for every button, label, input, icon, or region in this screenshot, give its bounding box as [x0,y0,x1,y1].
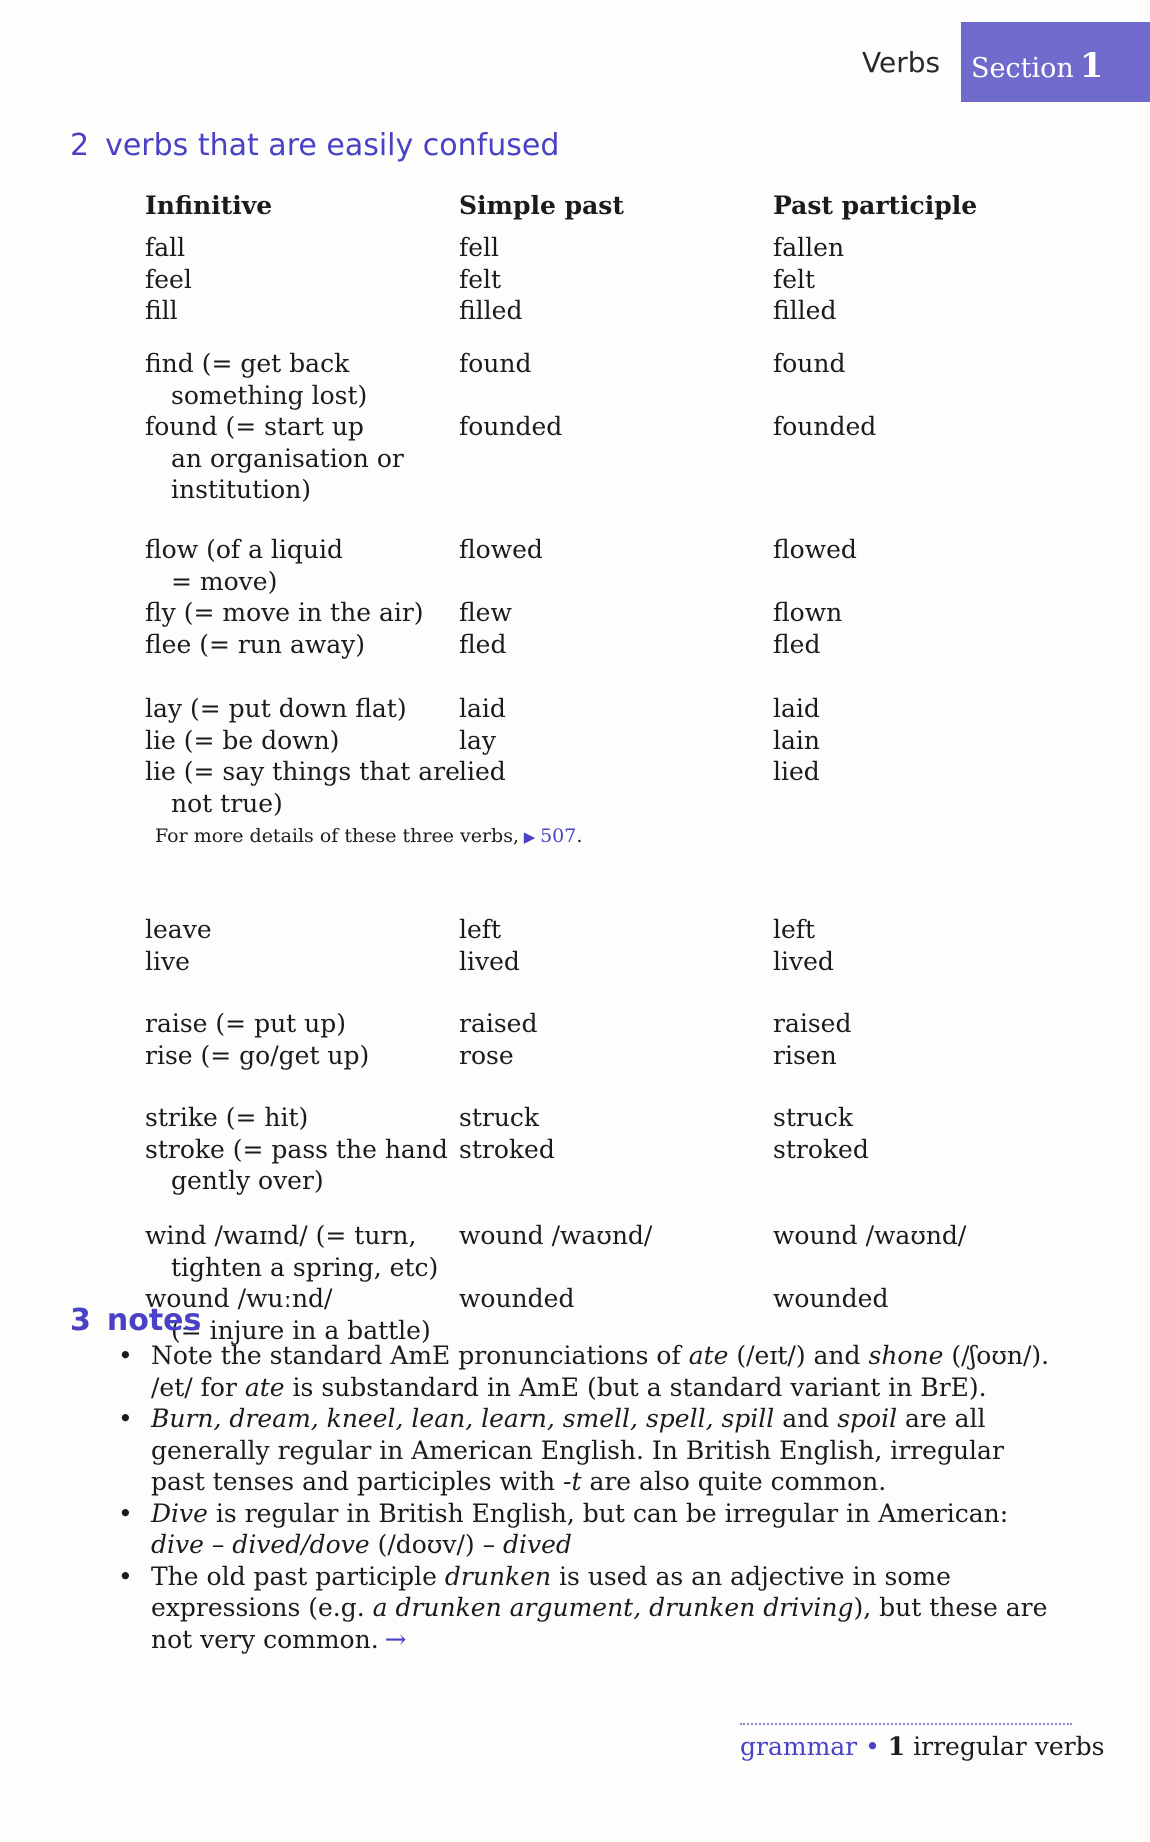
past-participle-cell: stroked [773,1134,869,1164]
column-header: Past participle [773,191,978,220]
verb-row [145,1165,1045,1197]
verb-row [145,295,1045,327]
note-text: are also quite common. [581,1467,887,1496]
simple-past-cell: founded [459,412,563,441]
past-participle-cell: laid [773,694,820,723]
infinitive-cell: lie (= say things that are [145,757,460,786]
verb-row [145,756,1045,788]
past-participle-cell: lied [773,757,820,786]
past-participle-cell: wounded [773,1284,889,1313]
past-participle-cell: left [773,915,816,944]
note-item [118,1403,1058,1498]
verb-group [145,693,1045,847]
notes-list [118,1340,1058,1656]
note-text: (/eɪt/) and [728,1341,869,1370]
note-example-text: spoil [837,1404,898,1433]
bullet-icon: • [118,1341,133,1370]
section-2-number: 2 [70,128,90,163]
simple-past-cell: stroked [459,1134,555,1164]
past-participle-cell: fled [773,629,821,659]
past-participle-cell: filled [773,296,837,325]
infinitive-cell: tighten a spring, etc) [171,1252,439,1282]
note-text: The old past participle [151,1561,445,1591]
note-example-text: -t [563,1467,582,1496]
verb-row [145,914,1045,946]
verb-row [145,443,1045,475]
past-participle-cell: founded [773,412,877,441]
infinitive-cell: found (= start up [145,412,364,441]
note-example-text: ate [688,1341,729,1370]
verb-group [145,1008,1045,1071]
column-header: Simple past [459,191,624,220]
note-text: is substandard in AmE (but a standard variant in BrE). [284,1372,987,1402]
section-tab-label: Section [971,53,1074,84]
infinitive-cell: (= injure in a battle) [171,1315,431,1345]
simple-past-cell: rose [459,1040,514,1070]
verb-row [145,348,1045,380]
cross-reference-arrow-icon: ▶ [519,828,541,846]
infinitive-cell: feel [145,264,192,294]
cross-reference-text: For more details of these three verbs, [155,825,519,847]
verb-row [145,1252,1045,1284]
verb-group [145,534,1045,660]
footer-bullet: • [865,1732,880,1761]
section-2-title: verbs that are easily confused [105,128,560,163]
infinitive-cell: leave [145,915,212,944]
infinitive-cell: stroke (= pass the hand [145,1134,448,1164]
simple-past-cell: lied [459,757,506,786]
section-3-number: 3 [70,1303,91,1338]
note-text: is regular in British English, but can be irregular in American: [207,1498,1009,1528]
past-participle-cell: found [773,349,846,378]
bullet-icon: • [118,1561,133,1591]
verb-row [145,693,1045,725]
infinitive-cell: an organisation or [171,443,404,473]
simple-past-cell: fell [459,233,500,262]
infinitive-cell: fall [145,233,186,262]
verb-group [145,1220,1045,1346]
footer-topic: irregular verbs [913,1732,1105,1761]
note-text: (/ʃoʊn/). /et/ for [151,1341,1050,1402]
note-item [118,1498,1058,1561]
note-example-text: ate [244,1372,285,1402]
simple-past-cell: filled [459,296,523,325]
infinitive-cell: find (= get back [145,349,350,378]
cross-reference-note [155,821,582,854]
infinitive-cell: flow (of a liquid [145,535,344,564]
note-text: are all generally regular in American English. In British English, irregular past tenses and participles with [151,1404,1004,1496]
column-header: Infinitive [145,191,273,220]
verb-row [145,946,1045,978]
past-participle-cell: flown [773,598,843,627]
cross-reference-period: . [576,825,583,847]
simple-past-cell: flowed [459,535,543,564]
note-example-text: a drunken argument, drunken driving [372,1593,854,1622]
past-participle-cell: lain [773,725,820,755]
simple-past-cell: lived [459,946,520,976]
verb-row [145,1134,1045,1166]
past-participle-cell: risen [773,1040,837,1070]
verb-row [145,474,1045,506]
simple-past-cell: struck [459,1103,540,1132]
note-item [118,1340,1058,1403]
note-example-text: shone [868,1341,944,1370]
past-participle-cell: lived [773,946,834,976]
section-tab [961,22,1150,102]
note-example-text: Burn, dream, kneel, lean, learn, smell, spell, spill [151,1404,775,1433]
verb-row [145,1102,1045,1134]
past-participle-cell: fallen [773,233,845,262]
simple-past-cell: lay [459,725,497,755]
section-3-title: notes [106,1303,202,1338]
infinitive-cell: rise (= go/get up) [145,1040,370,1070]
simple-past-cell: laid [459,694,506,723]
simple-past-cell: fled [459,629,507,659]
verb-row [145,232,1045,264]
infinitive-cell: live [145,946,190,976]
footer-book: grammar [740,1732,858,1761]
infinitive-cell: wound /wuːnd/ [145,1284,333,1313]
infinitive-cell: something lost) [171,380,368,410]
past-participle-cell: raised [773,1009,852,1038]
verb-group [145,914,1045,977]
section-2-heading [70,128,559,163]
verb-row [145,597,1045,629]
verb-row [145,264,1045,296]
bullet-icon: • [118,1404,133,1433]
verb-row [145,566,1045,598]
simple-past-cell: raised [459,1009,538,1038]
verb-group [145,348,1045,506]
verb-row [145,1008,1045,1040]
verb-group [145,1102,1045,1197]
past-participle-cell: wound /waʊnd/ [773,1221,967,1250]
infinitive-cell: not true) [171,788,283,818]
infinitive-cell: fill [145,296,178,325]
chapter-title: Verbs [862,46,941,79]
past-participle-cell: flowed [773,535,857,564]
footer-section-number: 1 [887,1732,906,1761]
infinitive-cell: raise (= put up) [145,1009,347,1038]
simple-past-cell: found [459,349,532,378]
section-tab-number: 1 [1079,46,1104,86]
infinitive-cell: flee (= run away) [145,629,366,659]
infinitive-cell: lie (= be down) [145,725,340,755]
section-3-heading [70,1303,201,1338]
infinitive-cell: lay (= put down flat) [145,694,407,723]
note-item [118,1561,1058,1657]
verb-row [145,629,1045,661]
infinitive-cell: institution) [171,475,312,504]
continue-arrow-icon[interactable]: → [384,1624,407,1655]
simple-past-cell: wound /waʊnd/ [459,1221,653,1250]
note-example-text: dive – dived/dove [151,1530,370,1559]
verb-row [145,534,1045,566]
verb-row [145,1220,1045,1252]
verb-group [145,232,1045,327]
infinitive-cell: gently over) [171,1166,324,1195]
past-participle-cell: struck [773,1103,854,1132]
verb-row [145,1283,1045,1315]
infinitive-cell: = move) [171,566,278,596]
simple-past-cell: wounded [459,1284,575,1313]
infinitive-cell: strike (= hit) [145,1103,309,1132]
note-text: ), but these are not very common. [151,1593,1048,1654]
note-example-text: dived [503,1530,572,1559]
note-text: Note the standard AmE pronunciations of [151,1341,689,1370]
verb-row [145,411,1045,443]
verb-row [145,725,1045,757]
note-text: and [774,1404,838,1433]
simple-past-cell: felt [459,264,502,294]
cross-reference-link[interactable]: 507 [540,825,577,847]
infinitive-cell: fly (= move in the air) [145,598,424,627]
verb-row [145,380,1045,412]
note-text: is used as an adjective in some expressions (e.g. [151,1561,951,1622]
infinitive-cell: wind /waɪnd/ (= turn, [145,1221,417,1250]
note-example-text: Dive [151,1498,208,1528]
simple-past-cell: flew [459,598,512,627]
note-example-text: drunken [444,1561,552,1591]
verb-row [145,788,1045,820]
verb-row [145,1040,1045,1072]
note-text: (/doʊv/) – [369,1530,504,1559]
simple-past-cell: left [459,915,502,944]
footer-rule [740,1723,1072,1725]
past-participle-cell: felt [773,264,816,294]
bullet-icon: • [118,1498,133,1528]
page-footer [740,1732,1104,1761]
